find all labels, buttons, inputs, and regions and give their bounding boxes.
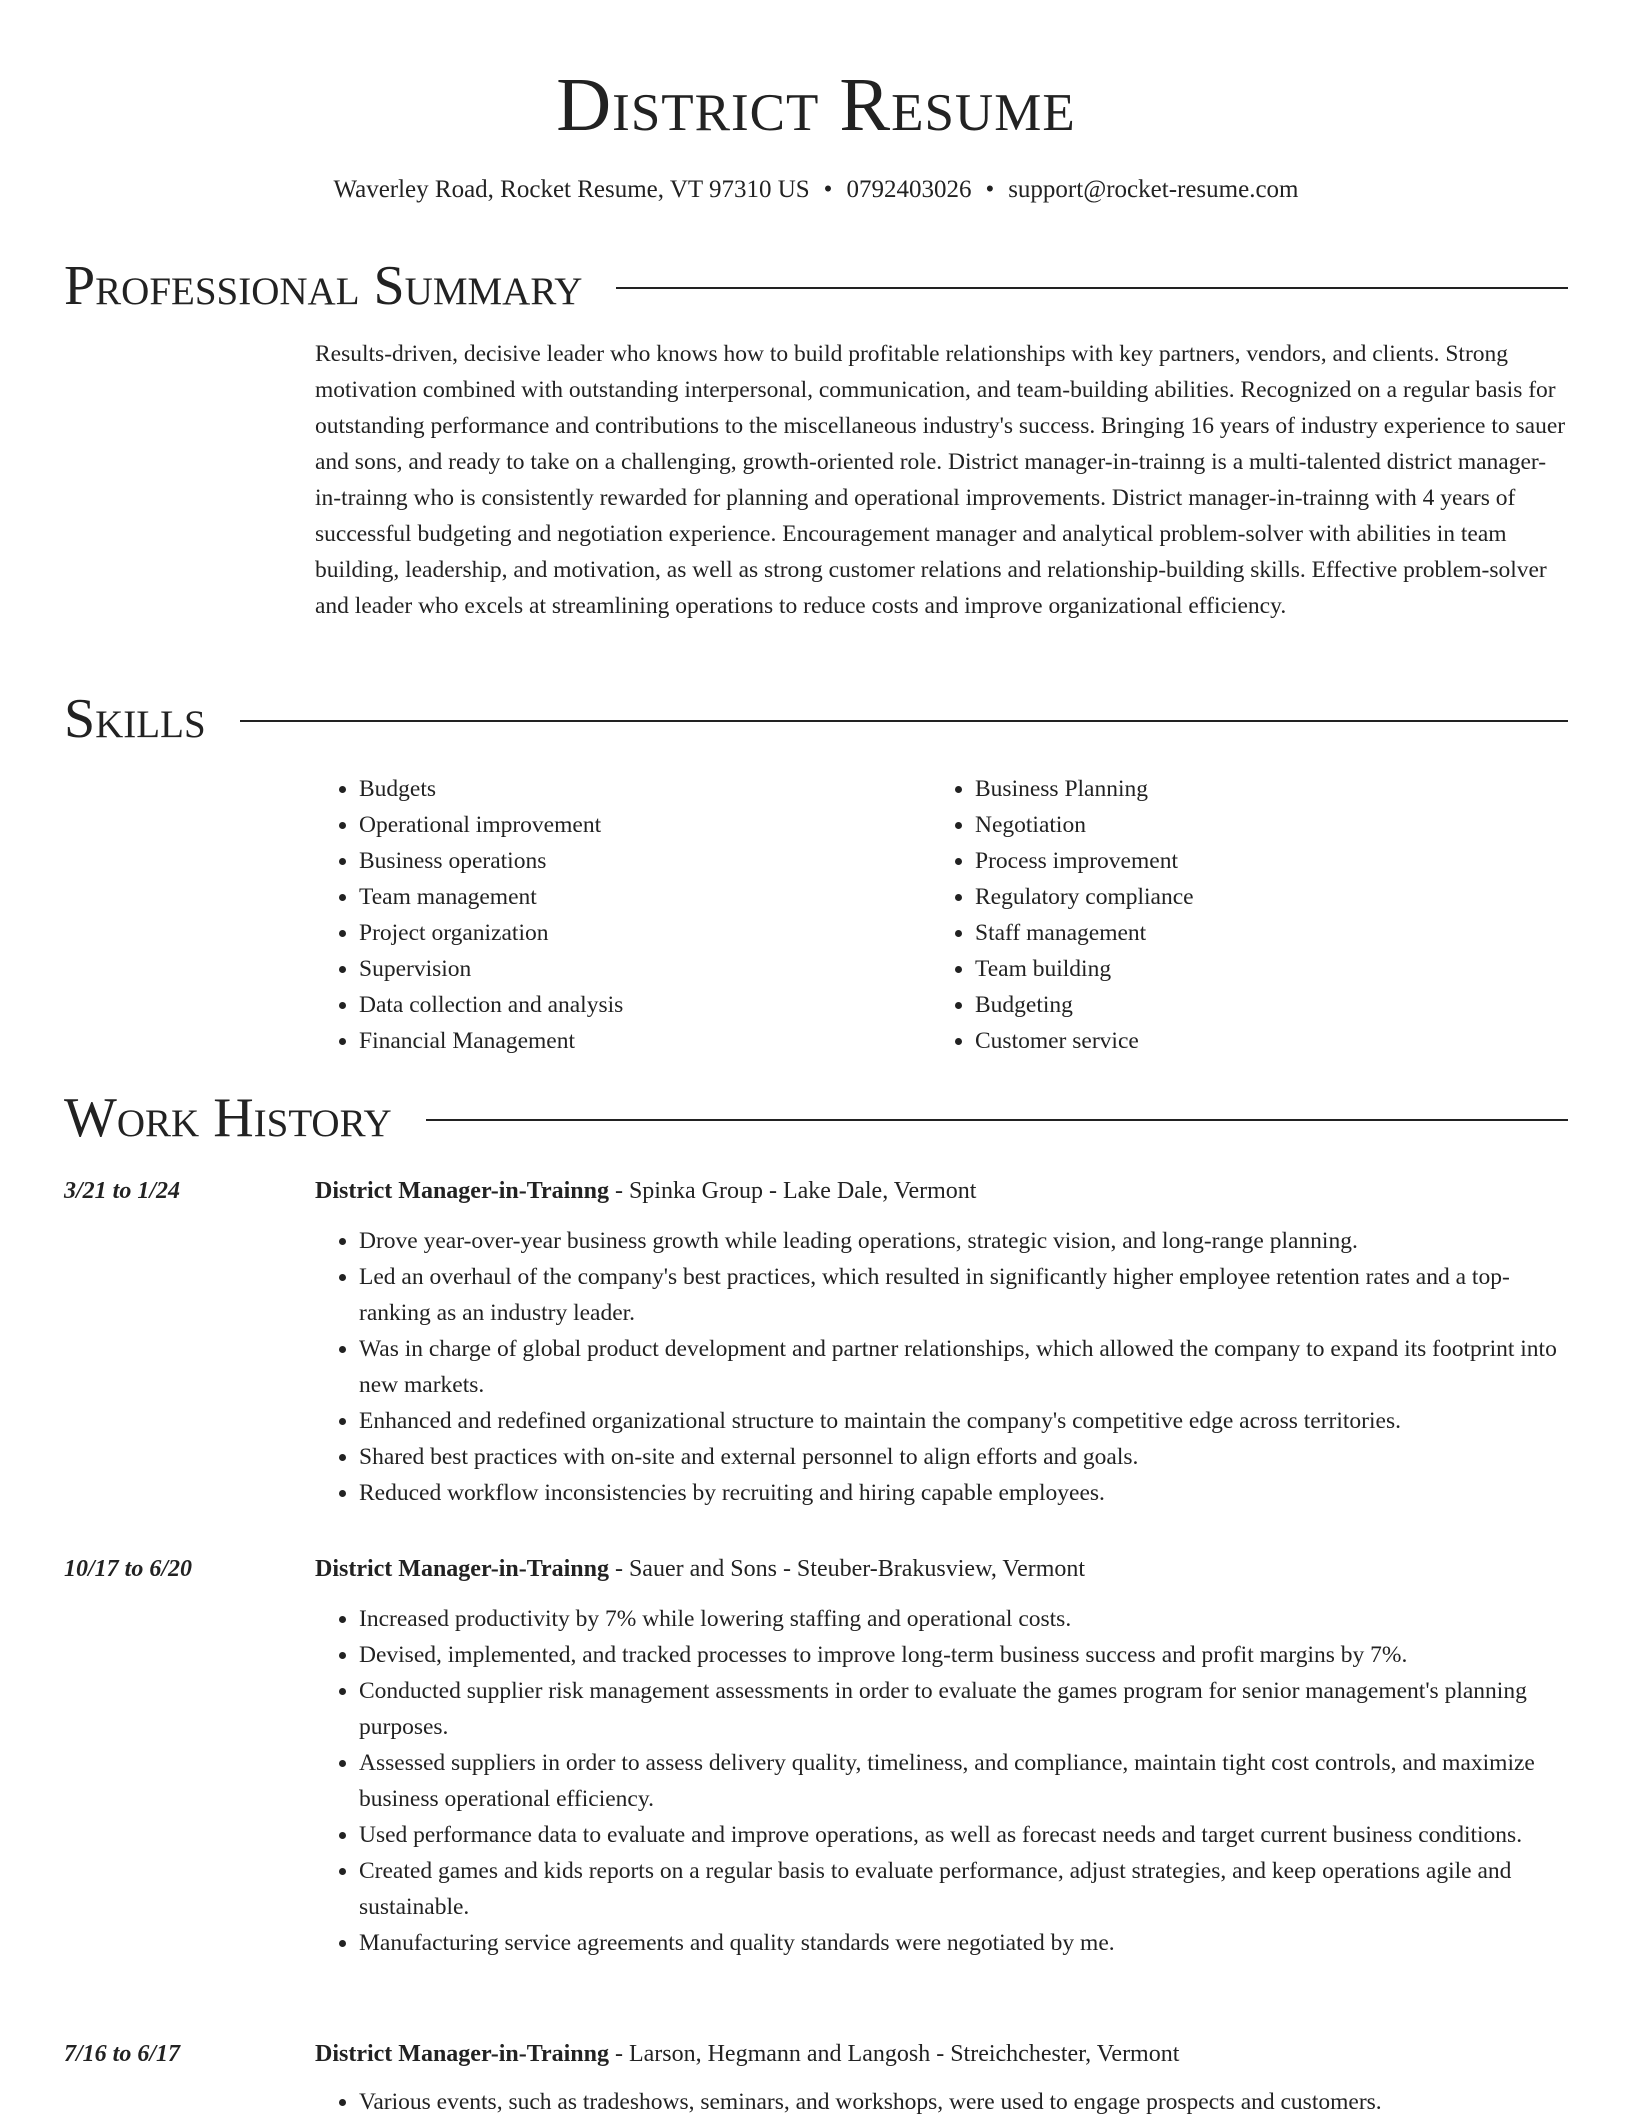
job-title: District Manager-in-Trainng	[315, 1178, 609, 1204]
job-dates: 7/16 to 6/17	[64, 2041, 181, 2067]
skill-item: • Team management	[359, 879, 919, 915]
skill-item: • Customer service	[975, 1023, 1575, 1059]
skill-item: • Negotiation	[975, 807, 1575, 843]
contact-separator: •	[823, 176, 833, 203]
skill-item: • Financial Management	[359, 1023, 919, 1059]
job-bullet: • Manufacturing service agreements and quality standards were negotiated by me.	[359, 1925, 1570, 1961]
skill-item: • Budgeting	[975, 987, 1575, 1023]
job-bullets	[315, 1601, 1570, 1961]
job-company: Larson, Hegmann and Langosh - Streichchester, Vermont	[628, 2041, 1180, 2067]
job-dates: 10/17 to 6/20	[64, 1556, 193, 1582]
job-bullet: • Various events, such as tradeshows, seminars, and workshops, were used to engage prospects and customers.	[359, 2084, 1570, 2120]
skills-section-title: Skills	[64, 688, 206, 750]
skill-item: • Budgets	[359, 771, 919, 807]
job-title: District Manager-in-Trainng	[315, 1556, 609, 1582]
job-title: District Manager-in-Trainng	[315, 2041, 609, 2067]
job-bullet: • Shared best practices with on-site and external personnel to align efforts and goals.	[359, 1439, 1570, 1475]
work-section-header	[64, 1086, 1568, 1150]
contact-phone: 0792403026	[846, 176, 972, 203]
job-company: Sauer and Sons - Steuber-Brakusview, Vermont	[628, 1556, 1086, 1582]
job-bullet: • Conducted supplier risk management assessments in order to evaluate the games program for senior management's planning purposes.	[359, 1673, 1570, 1745]
job-bullet: • Increased productivity by 7% while lowering staffing and operational costs.	[359, 1601, 1570, 1637]
job-bullet: • Used performance data to evaluate and improve operations, as well as forecast needs and target current business conditions.	[359, 1817, 1570, 1853]
skill-item: • Data collection and analysis	[359, 987, 919, 1023]
skill-item: • Regulatory compliance	[975, 879, 1575, 915]
skill-item: • Business operations	[359, 843, 919, 879]
job-header: District Manager-in-Trainng - Larson, Hegmann and Langosh - Streichchester, Vermont	[315, 2041, 1180, 2067]
summary-text: Results-driven, decisive leader who knows how to build profitable relationships with key partners, vendors, and clients. Strong motivation combined with outstanding interpersonal, communication, and team-building abilities. Recognized on a regular basis for outstanding performance and contributions to the miscellaneous industry's success. Bringing 16 years of industry experience to sauer and sons, and ready to take on a challenging, growth-oriented role. District manager-in-trainng is a multi-talented district manager-in-trainng who is consistently rewarded for planning and operational improvements. District manager-in-trainng with 4 years of successful budgeting and negotiation experience. Encouragement manager and analytical problem-solver with abilities in team building, leadership, and motivation, as well as strong customer relations and relationship-building skills. Effective problem-solver and leader who excels at streamlining operations to reduce costs and improve organizational efficiency.	[315, 341, 1566, 619]
job-company: Spinka Group - Lake Dale, Vermont	[628, 1178, 977, 1204]
job-bullet: • Led an overhaul of the company's best practices, which resulted in significantly higher employee retention rates and a top-ranking as an industry leader.	[359, 1259, 1570, 1331]
skills-list-left	[315, 771, 919, 1059]
job-bullet: • Devised, implemented, and tracked processes to improve long-term business success and profit margins by 7%.	[359, 1637, 1570, 1673]
resume-name: District Resume	[556, 63, 1076, 147]
job-bullets	[315, 1223, 1570, 1511]
section-divider	[616, 287, 1568, 289]
skill-item: • Business Planning	[975, 771, 1575, 807]
contact-email: support@rocket-resume.com	[1008, 176, 1299, 203]
skills-section-header	[64, 687, 1568, 751]
contact-address: Waverley Road, Rocket Resume, VT 97310 US	[333, 176, 810, 203]
skill-item: • Process improvement	[975, 843, 1575, 879]
job-bullet: • Enhanced and redefined organizational structure to maintain the company's competitive edge across territories.	[359, 1403, 1570, 1439]
work-section-title: Work History	[64, 1087, 392, 1149]
job-bullet: • Assessed suppliers in order to assess delivery quality, timeliness, and compliance, maintain tight cost controls, and maximize business operational efficiency.	[359, 1745, 1570, 1817]
job-bullet: • Drove year-over-year business growth while leading operations, strategic vision, and long-range planning.	[359, 1223, 1570, 1259]
contact-line	[0, 172, 1632, 208]
job-header: District Manager-in-Trainng - Spinka Group - Lake Dale, Vermont	[315, 1178, 977, 1204]
job-bullets	[315, 2084, 1570, 2120]
section-divider	[426, 1119, 1568, 1121]
summary-section-header	[64, 254, 1568, 318]
job-dates: 3/21 to 1/24	[64, 1178, 181, 1204]
skill-item: • Supervision	[359, 951, 919, 987]
job-bullet: • Was in charge of global product development and partner relationships, which allowed the company to expand its footprint into new markets.	[359, 1331, 1570, 1403]
section-divider	[240, 720, 1568, 722]
summary-section-title: Professional Summary	[64, 255, 583, 317]
job-header: District Manager-in-Trainng - Sauer and Sons - Steuber-Brakusview, Vermont	[315, 1556, 1086, 1582]
skills-list-right	[931, 771, 1575, 1059]
skill-item: • Project organization	[359, 915, 919, 951]
skill-item: • Staff management	[975, 915, 1575, 951]
job-bullet: • Reduced workflow inconsistencies by recruiting and hiring capable employees.	[359, 1475, 1570, 1511]
skill-item: • Operational improvement	[359, 807, 919, 843]
job-bullet: • Created games and kids reports on a regular basis to evaluate performance, adjust strategies, and keep operations agile and sustainable.	[359, 1853, 1570, 1925]
skill-item: • Team building	[975, 951, 1575, 987]
contact-separator: •	[985, 176, 995, 203]
